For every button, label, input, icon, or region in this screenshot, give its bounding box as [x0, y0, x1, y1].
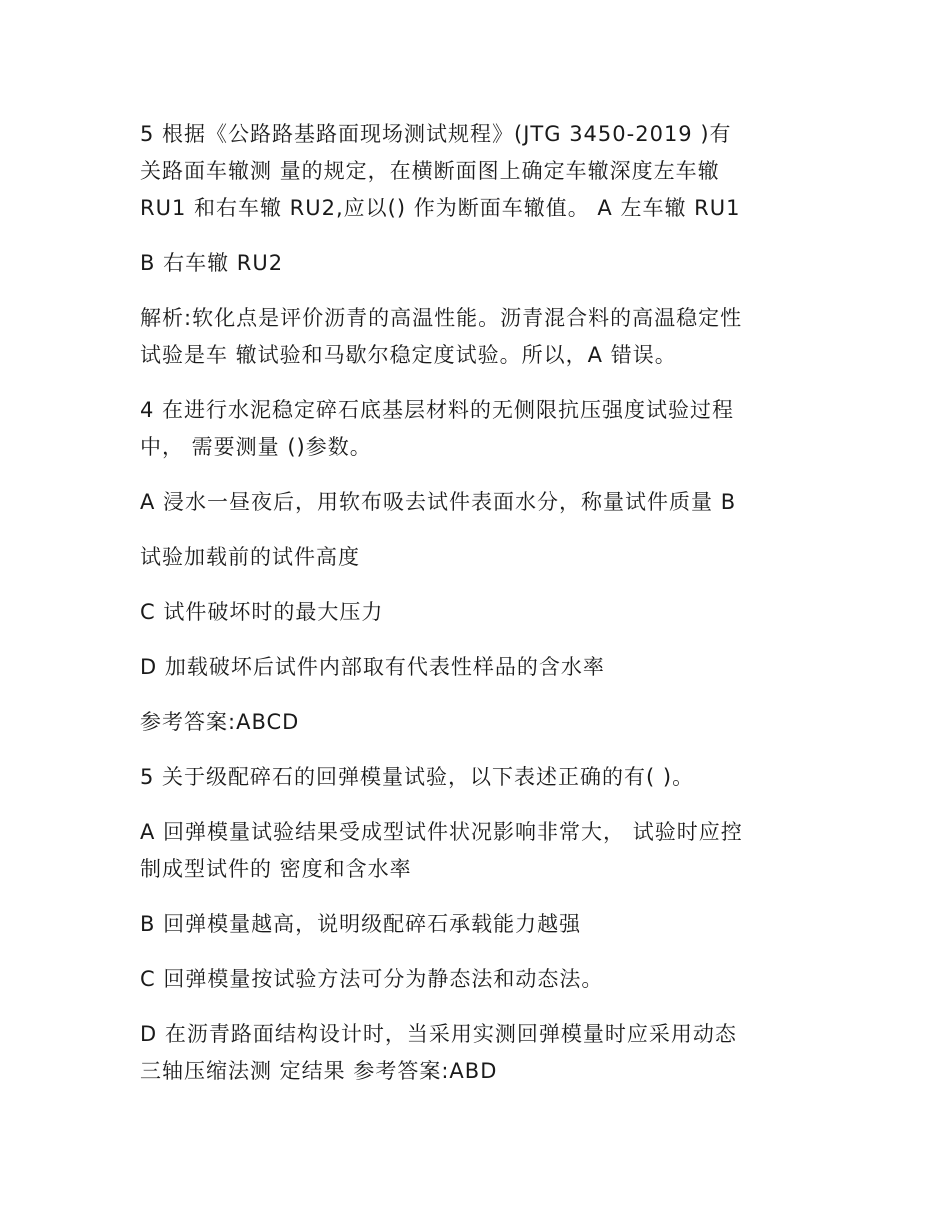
question-5b-option-a [140, 814, 820, 888]
text-line: C 回弹模量按试验方法可分为静态法和动态法。 [140, 967, 604, 991]
text-line: 4 在进行水泥稳定碎石底基层材料的无侧限抗压强度试验过程 [140, 398, 735, 422]
text-line: 制成型试件的 密度和含水率 [140, 857, 412, 881]
text-line: D 加载破坏后试件内部取有代表性样品的含水率 [140, 655, 605, 679]
analysis-paragraph [140, 300, 820, 374]
text-line: 解析:软化点是评价沥青的高温性能。沥青混合料的高温稳定性 [140, 306, 743, 330]
text-line: A 回弹模量试验结果受成型试件状况影响非常大， 试验时应控 [140, 820, 743, 844]
document-page [140, 116, 820, 1108]
text-line: 关路面车辙测 量的规定，在横断面图上确定车辙深度左车辙 [140, 159, 720, 183]
text-line: B 右车辙 RU2 [140, 251, 284, 275]
question-4-option-a [140, 484, 820, 521]
text-line: RU1 和右车辙 RU2,应以() 作为断面车辙值。 A 左车辙 RU1 [140, 196, 741, 220]
text-line: D 在沥青路面结构设计时，当采用实测回弹模量时应采用动态 [140, 1022, 737, 1046]
question-4-option-d [140, 649, 820, 686]
question-4-option-b [140, 539, 820, 576]
text-line: A 浸水一昼夜后，用软布吸去试件表面水分，称量试件质量 B [140, 490, 737, 514]
question-5b-option-b [140, 906, 820, 943]
text-line: B 回弹模量越高，说明级配碎石承载能力越强 [140, 912, 582, 936]
text-line: 参考答案:ABCD [140, 710, 300, 734]
text-line: 三轴压缩法测 定结果 参考答案:ABD [140, 1059, 498, 1083]
question-5-option-b [140, 245, 820, 282]
question-5-road-rut-stem [140, 116, 820, 227]
question-5b-option-c [140, 961, 820, 998]
text-line: 试验加载前的试件高度 [140, 545, 360, 569]
text-line: 5 关于级配碎石的回弹模量试验，以下表述正确的有( )。 [140, 765, 695, 789]
text-line: 5 根据《公路路基路面现场测试规程》(JTG 3450-2019 )有 [140, 122, 732, 146]
question-4-answer [140, 704, 820, 741]
text-line: 中， 需要测量 ()参数。 [140, 435, 372, 459]
text-line: C 试件破坏时的最大压力 [140, 600, 384, 624]
question-5b-option-d-and-answer [140, 1016, 820, 1090]
question-4-stem [140, 392, 820, 466]
question-5-resilient-modulus-stem [140, 759, 820, 796]
text-line: 试验是车 辙试验和马歇尔稳定度试验。所以，A 错误。 [140, 343, 677, 367]
question-4-option-c [140, 594, 820, 631]
